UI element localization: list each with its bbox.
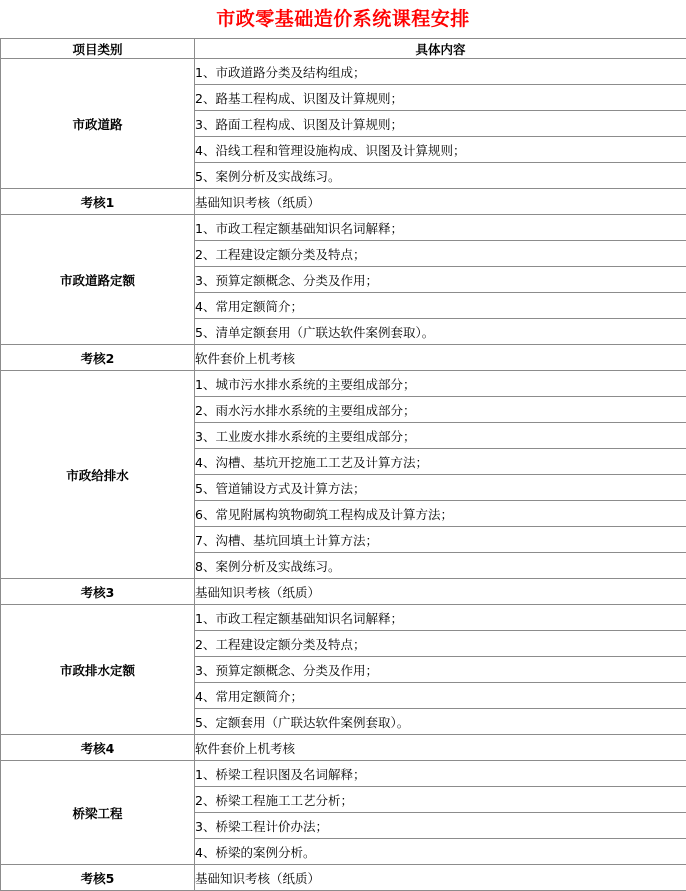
table-row: [1, 865, 686, 891]
content-cell: 8、案例分析及实战练习。: [195, 553, 686, 579]
content-cell: 3、预算定额概念、分类及作用；: [195, 657, 686, 683]
content-column-header: 具体内容: [195, 39, 686, 59]
category-column-header: 项目类别: [1, 39, 195, 59]
content-cell: 6、常见附属构筑物砌筑工程构成及计算方法；: [195, 501, 686, 527]
category-cell: 市政排水定额: [1, 605, 195, 735]
table-row: [1, 761, 686, 787]
page-title: 市政零基础造价系统课程安排: [0, 0, 686, 38]
category-cell: 考核5: [1, 865, 195, 891]
content-cell: 2、工程建设定额分类及特点；: [195, 631, 686, 657]
table-row: [1, 215, 686, 241]
table-row: [1, 371, 686, 397]
course-schedule-table: [0, 38, 686, 891]
table-row: [1, 189, 686, 215]
content-cell: 2、工程建设定额分类及特点；: [195, 241, 686, 267]
category-cell: 考核4: [1, 735, 195, 761]
schedule-body: [1, 59, 686, 891]
content-cell: 3、预算定额概念、分类及作用；: [195, 267, 686, 293]
content-cell: 5、管道铺设方式及计算方法；: [195, 475, 686, 501]
content-cell: 5、案例分析及实战练习。: [195, 163, 686, 189]
header-row: [1, 39, 686, 59]
category-cell: 市政道路: [1, 59, 195, 189]
content-cell: 1、市政工程定额基础知识名词解释；: [195, 215, 686, 241]
content-cell: 3、路面工程构成、识图及计算规则；: [195, 111, 686, 137]
content-cell: 4、桥梁的案例分析。: [195, 839, 686, 865]
content-cell: 基础知识考核（纸质）: [195, 865, 686, 891]
content-cell: 软件套价上机考核: [195, 345, 686, 371]
category-cell: 考核1: [1, 189, 195, 215]
table-row: [1, 735, 686, 761]
content-cell: 基础知识考核（纸质）: [195, 579, 686, 605]
content-cell: 3、工业废水排水系统的主要组成部分；: [195, 423, 686, 449]
content-cell: 2、桥梁工程施工工艺分析；: [195, 787, 686, 813]
table-row: [1, 345, 686, 371]
table-row: [1, 605, 686, 631]
category-cell: 桥梁工程: [1, 761, 195, 865]
category-cell: 市政给排水: [1, 371, 195, 579]
category-cell: 考核2: [1, 345, 195, 371]
category-cell: 考核3: [1, 579, 195, 605]
content-cell: 2、雨水污水排水系统的主要组成部分；: [195, 397, 686, 423]
content-cell: 软件套价上机考核: [195, 735, 686, 761]
content-cell: 4、常用定额简介；: [195, 683, 686, 709]
content-cell: 5、定额套用（广联达软件案例套取）。: [195, 709, 686, 735]
content-cell: 1、桥梁工程识图及名词解释；: [195, 761, 686, 787]
table-row: [1, 579, 686, 605]
content-cell: 4、常用定额简介；: [195, 293, 686, 319]
content-cell: 1、城市污水排水系统的主要组成部分；: [195, 371, 686, 397]
table-row: [1, 59, 686, 85]
content-cell: 4、沟槽、基坑开挖施工工艺及计算方法；: [195, 449, 686, 475]
content-cell: 5、清单定额套用（广联达软件案例套取）。: [195, 319, 686, 345]
content-cell: 1、市政道路分类及结构组成；: [195, 59, 686, 85]
category-cell: 市政道路定额: [1, 215, 195, 345]
content-cell: 2、路基工程构成、识图及计算规则；: [195, 85, 686, 111]
content-cell: 基础知识考核（纸质）: [195, 189, 686, 215]
content-cell: 3、桥梁工程计价办法；: [195, 813, 686, 839]
content-cell: 7、沟槽、基坑回填土计算方法；: [195, 527, 686, 553]
content-cell: 1、市政工程定额基础知识名词解释；: [195, 605, 686, 631]
content-cell: 4、沿线工程和管理设施构成、识图及计算规则；: [195, 137, 686, 163]
